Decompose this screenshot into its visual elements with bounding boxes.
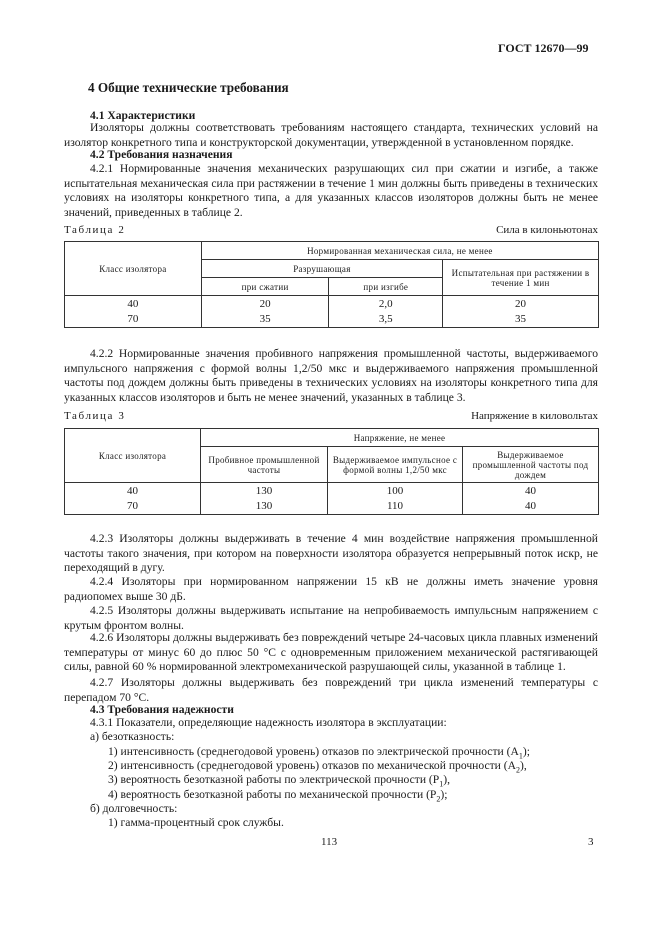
table-row: [65, 499, 599, 515]
table3-header-class: Класс изолятора: [65, 429, 201, 483]
paragraph-4-2-1: 4.2.1 Нормированные значения механических разрушающих сил при сжатии и изгибе, а также испытательная механическая сила при растяжении в течение 1 мин должны быть приведены в технических условиях на изоляторы конкретного типа, а для указанных классов изоляторов должны быть не менее значений, приведенных в таблице 2.: [64, 162, 598, 219]
list-item-a2: 2) интенсивность (среднегодовой уровень) отказов по механической прочности $(A_2)$,: [108, 759, 527, 775]
table2-cell-test: 35: [443, 312, 599, 328]
document-code: ГОСТ 12670—99: [498, 41, 589, 55]
list-item-a2-text: 2) интенсивность (среднегодовой уровень) отказов по механической прочности (A: [108, 759, 516, 772]
table2-header-norm: Нормированная механическая сила, не менее: [201, 242, 598, 260]
table2-header-bend: при изгибе: [329, 278, 443, 296]
list-item-a4-text: 4) вероятность безотказной работы по механической прочности (P: [108, 788, 437, 801]
table3-unit: Напряжение в киловольтах: [471, 410, 598, 422]
paragraph-4-2-7: 4.2.7 Изоляторы должны выдерживать без повреждений три цикла изменений температуры с перепадом 70 °С.: [64, 676, 598, 704]
table3-cell-break: 130: [201, 499, 328, 515]
page-number-right: 3: [588, 836, 594, 848]
table2-unit: Сила в килоньютонах: [496, 224, 598, 236]
table3-header-rain: Выдерживаемое промышленной частоты под дождем: [463, 447, 599, 483]
table3-cell-class: 40: [65, 483, 201, 499]
paragraph-4-2-5: 4.2.5 Изоляторы должны выдерживать испытание на непробиваемость импульсным напряжением с крутым фронтом волны.: [64, 604, 598, 632]
list-item-a1-text: 1) интенсивность (среднегодовой уровень) отказов по электрической прочности (A: [108, 745, 519, 758]
paragraph-4-2-3: 4.2.3 Изоляторы должны выдерживать в течение 4 мин воздействие напряжения промышленной частоты такого значения, при котором на поверхности изолятора образуется непрерывный поток искр, не переходящий в дугу.: [64, 532, 598, 575]
table2-caption: Таблица 2: [64, 224, 126, 236]
paragraph-4-1: Изоляторы должны соответствовать требованиям настоящего стандарта, технических условий на изолятор конкретного типа и конструкторской документации, утвержденной в установленном порядке.: [64, 121, 598, 149]
table-row: [65, 296, 599, 312]
list-item-a1: 1) интенсивность (среднегодовой уровень) отказов по электрической прочности $(A_1)$;: [108, 745, 530, 761]
list-item-a3: 3) вероятность безотказной работы по электрической прочности $(P_1)$,: [108, 773, 451, 789]
table-row: [65, 483, 599, 499]
heading-4-2: 4.2 Требования назначения: [90, 148, 233, 161]
table-3: [64, 428, 599, 515]
paragraph-4-3-1: 4.3.1 Показатели, определяющие надежность изолятора в эксплуатации:: [90, 716, 447, 729]
table3-header-impulse: Выдерживаемое импульсное с формой волны 1,2/50 мкс: [328, 447, 463, 483]
table2-header-compress: при сжатии: [201, 278, 329, 296]
paragraph-4-2-4: 4.2.4 Изоляторы при нормированном напряжении 15 кВ не должны иметь значение уровня радиопомех выше 30 дБ.: [64, 575, 598, 603]
table3-cell-rain: 40: [463, 499, 599, 515]
heading-4-3: 4.3 Требования надежности: [90, 703, 234, 716]
section-title: 4 Общие технические требования: [88, 80, 289, 95]
table-row: [65, 312, 599, 328]
table-2: [64, 241, 599, 328]
table3-caption: Таблица 3: [64, 410, 126, 422]
heading-4-1: 4.1 Характеристики: [90, 109, 196, 122]
table2-header-test: Испытательная при растяжении в течение 1 мин: [443, 260, 599, 296]
table2-cell-bend: 2,0: [329, 296, 443, 312]
table3-header-volt: Напряжение, не менее: [201, 429, 599, 447]
list-item-a3-text: 3) вероятность безотказной работы по электрической прочности (P: [108, 773, 440, 786]
table3-cell-break: 130: [201, 483, 328, 499]
list-item-a4: 4) вероятность безотказной работы по механической прочности $(P_2)$;: [108, 788, 448, 804]
list-item-a: а) безотказность:: [90, 730, 175, 743]
table2-header-class: Класс изолятора: [65, 242, 202, 296]
table2-cell-bend: 3,5: [329, 312, 443, 328]
list-item-b1: 1) гамма-процентный срок службы.: [108, 816, 284, 829]
paragraph-4-2-6: 4.2.6 Изоляторы должны выдерживать без повреждений четыре 24-часовых цикла плавных изменений температуры от минус 60 до плюс 50 °С с одновременным приложением механической растягивающей силы, равной 60 % нормированной электромеханической разрушающей силы, указанной в таблице 1.: [64, 631, 598, 674]
table3-cell-impulse: 110: [328, 499, 463, 515]
page-number-center: 113: [321, 836, 338, 848]
table2-cell-class: 40: [65, 296, 202, 312]
table2-cell-test: 20: [443, 296, 599, 312]
table3-cell-rain: 40: [463, 483, 599, 499]
table2-cell-class: 70: [65, 312, 202, 328]
table3-cell-class: 70: [65, 499, 201, 515]
list-item-b: б) долговечность:: [90, 802, 178, 815]
table2-cell-compress: 35: [201, 312, 329, 328]
table3-cell-impulse: 100: [328, 483, 463, 499]
table2-header-destr: Разрушающая: [201, 260, 442, 278]
table3-header-break: Пробивное промышленной частоты: [201, 447, 328, 483]
table2-cell-compress: 20: [201, 296, 329, 312]
paragraph-4-2-2: 4.2.2 Нормированные значения пробивного напряжения промышленной частоты, выдерживаемого импульсного напряжения с формой волны 1,2/50 мкс и выдерживаемого напряжения промышленной частоты под дождем должны быть приведены в технических условиях на изоляторы конкретного типа для указанных классов изоляторов и быть не менее значений, указанных в таблице 3.: [64, 347, 598, 404]
